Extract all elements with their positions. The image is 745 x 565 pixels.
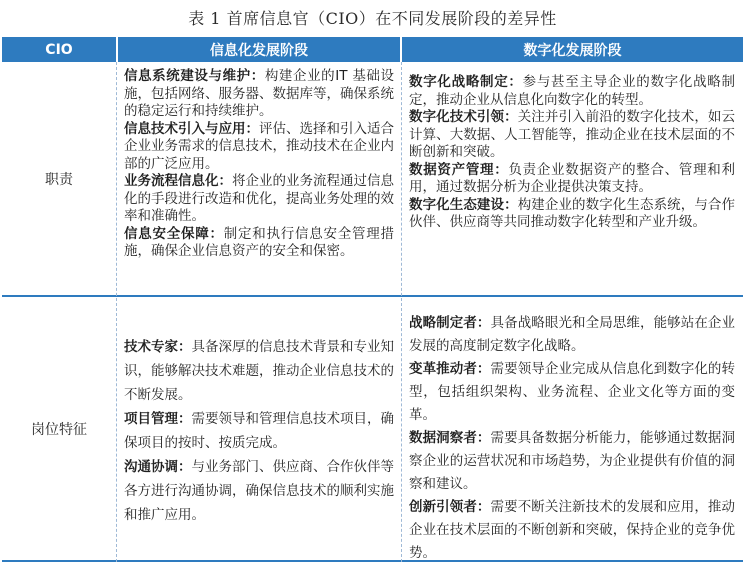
item-term: 数字化生态建设： [409, 196, 518, 213]
item-term: 业务流程信息化： [124, 173, 232, 189]
item-term: 数字化战略制定： [409, 74, 523, 90]
item-term: 技术专家： [124, 339, 192, 355]
table-row-duties [2, 62, 743, 295]
table-row-position-traits [2, 297, 743, 562]
item-description: 需要不断关注新技术的发展和应用，推动企业在技术层面的不断创新和突破，保持企业的竞争优势。 [409, 499, 736, 561]
list-item [124, 173, 394, 226]
item-description: 参与甚至主导企业的数字化战略制定，推动企业从信息化向数字化的转型。 [409, 74, 736, 108]
item-description: 构建企业的IT 基础设施，包括网络、服务器、数据库等，确保系统的稳定运行和持续维护。 [124, 68, 394, 119]
table-caption: 表 1 首席信息官（CIO）在不同发展阶段的差异性 [188, 9, 557, 28]
header-cio: CIO [2, 37, 116, 62]
list-item [409, 109, 735, 162]
item-description: 制定和执行信息安全管理措施，确保企业信息资产的安全和保密。 [124, 225, 394, 259]
list-item [124, 455, 394, 527]
item-description: 具备深厚的信息技术背景和专业知识，能够解决技术难题，推动企业信息技术的不断发展。 [124, 339, 394, 403]
column-divider [401, 62, 403, 562]
list-item [409, 197, 735, 232]
item-term: 信息技术引入与应用： [124, 120, 259, 137]
cio-comparison-table [2, 37, 743, 560]
list-item [409, 427, 735, 496]
list-item [409, 358, 735, 427]
item-term: 数据洞察者： [409, 430, 491, 446]
header-digital-stage: 数字化发展阶段 [402, 37, 743, 62]
list-item [124, 226, 394, 261]
list-item [124, 121, 394, 174]
item-description: 需要具备数据分析能力，能够通过数据洞察企业的运营状况和市场趋势，为企业提供有价值的洞察和建议。 [409, 430, 736, 492]
item-term: 变革推动者： [409, 361, 491, 377]
item-description: 关注并引入前沿的数字化技术，如云计算、大数据、人工智能等，推动企业在技术层面的不断创新和突破。 [409, 109, 736, 160]
duties-info-cell [124, 68, 394, 261]
item-description: 具备战略眼光和全局思维，能够站在企业发展的高度制定数字化战略。 [409, 315, 736, 354]
item-term: 信息系统建设与维护： [124, 68, 265, 84]
item-term: 战略制定者： [409, 315, 491, 331]
item-description: 需要领导和管理信息技术项目，确保项目的按时、按质完成。 [124, 411, 394, 451]
item-description: 评估、选择和引入适合企业业务需求的信息技术，推动技术在企业内部的广泛应用。 [124, 120, 394, 172]
list-item [409, 496, 735, 565]
list-item [409, 312, 735, 358]
item-term: 创新引领者： [409, 499, 491, 515]
item-term: 沟通协调： [124, 459, 192, 475]
item-term: 项目管理： [124, 411, 192, 427]
list-item [124, 68, 394, 121]
traits-info-cell [124, 335, 394, 527]
column-divider [116, 62, 118, 562]
list-item [124, 407, 394, 455]
item-description: 负责企业数据资产的整合、管理和利用，通过数据分析为企业提供决策支持。 [409, 161, 736, 195]
item-term: 数字化技术引领： [409, 109, 518, 125]
item-description: 将企业的业务流程通过信息化的手段进行改造和优化，提高业务处理的效率和准确性。 [124, 173, 394, 224]
item-description: 与业务部门、供应商、合作伙伴等各方进行沟通协调，确保信息技术的顺利实施和推广应用。 [124, 459, 394, 523]
item-description: 需要领导企业完成从信息化到数字化的转型，包括组织架构、业务流程、企业文化等方面的变革。 [409, 361, 736, 423]
row-label-position-traits: 岗位特征 [31, 421, 87, 438]
duties-digital-cell [409, 74, 735, 232]
traits-digital-cell [409, 312, 735, 565]
list-item [124, 335, 394, 407]
item-description: 构建企业的数字化生态系统，与合作伙伴、供应商等共同推动数字化转型和产业升级。 [409, 196, 736, 230]
header-info-stage: 信息化发展阶段 [118, 37, 400, 62]
item-term: 信息安全保障： [124, 225, 224, 242]
list-item [409, 162, 735, 197]
row-label-duties: 职责 [45, 171, 73, 188]
item-term: 数据资产管理： [409, 161, 509, 178]
list-item [409, 74, 735, 109]
